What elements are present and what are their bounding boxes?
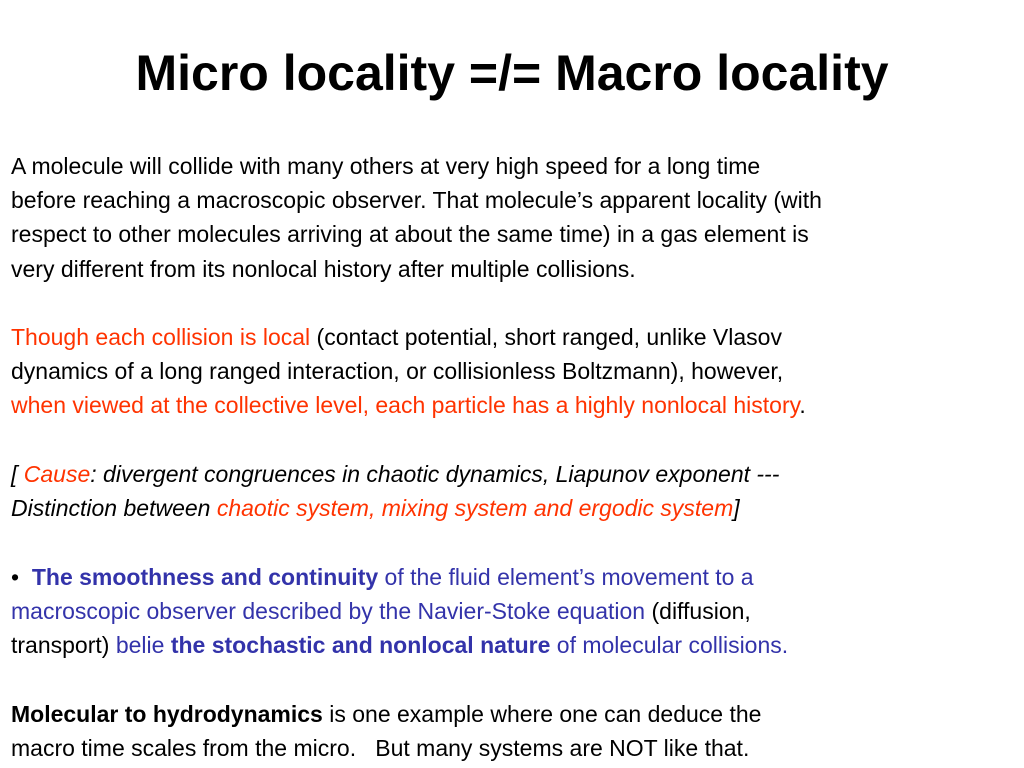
p3-cause-word: Cause xyxy=(23,461,91,487)
p3-close-bracket: ] xyxy=(733,495,740,522)
p2-line-3 xyxy=(11,388,1019,422)
paragraph-local-collisions xyxy=(11,320,1019,423)
p4-blue-molecular: of molecular collisions. xyxy=(550,632,789,659)
p2-red-phrase-nonlocal: when viewed at the collective level, each particle has a highly nonlocal history xyxy=(11,392,800,419)
p4-text-transport: transport) xyxy=(11,632,110,659)
p3-text-distinction: Distinction between xyxy=(11,495,217,522)
p2-period: . xyxy=(799,392,806,419)
p3-line-2 xyxy=(11,491,1019,525)
p4-line-2 xyxy=(11,594,1019,628)
p5-line-1 xyxy=(11,697,1019,731)
p1-line-4: very different from its nonlocal history after multiple collisions. xyxy=(11,255,636,282)
p4-bold-stochastic: the stochastic and nonlocal nature xyxy=(170,632,551,659)
p2-line-1 xyxy=(11,320,1019,354)
p4-text-diffusion: (diffusion, xyxy=(645,598,751,625)
p1-line-2: before reaching a macroscopic observer. That molecule’s apparent locality (with xyxy=(11,187,822,214)
paragraph-molecule-collisions xyxy=(11,149,1019,286)
p4-blue-fluid: of the fluid element’s movement to a xyxy=(378,564,754,590)
p4-blue-navier: macroscopic observer described by the Navier-Stoke equation xyxy=(11,598,646,625)
paragraph-smoothness-bullet xyxy=(11,560,1019,663)
p2-text-contact: (contact potential, short ranged, unlike Vlasov xyxy=(310,324,782,350)
p3-line-1 xyxy=(11,457,1019,491)
p2-line-2: dynamics of a long ranged interaction, or collisionless Boltzmann), however, xyxy=(11,358,784,385)
p4-bold-smoothness: The smoothness and continuity xyxy=(31,564,379,590)
paragraph-hydrodynamics xyxy=(11,697,1019,765)
p3-open-bracket: [ xyxy=(11,461,24,487)
p5-bold-molecular: Molecular to hydrodynamics xyxy=(11,701,323,727)
slide-title: Micro locality =/= Macro locality xyxy=(135,45,889,101)
p1-line-3: respect to other molecules arriving at about the same time) in a gas element is xyxy=(11,221,809,248)
p5-line-2: macro time scales from the micro. But many systems are NOT like that. xyxy=(11,735,750,762)
paragraph-cause xyxy=(11,457,1019,525)
p1-line-1: A molecule will collide with many others at very high speed for a long time xyxy=(11,153,761,179)
p2-red-phrase-local: Though each collision is local xyxy=(11,324,311,350)
p3-red-systems: chaotic system, mixing system and ergodic system xyxy=(216,495,734,522)
p4-blue-belie: belie xyxy=(109,632,171,659)
p3-text-divergent: : divergent congruences in chaotic dynamics, Liapunov exponent --- xyxy=(90,461,780,487)
bullet-icon: • xyxy=(11,564,20,590)
p4-line-1 xyxy=(11,560,1019,594)
p4-line-3 xyxy=(11,628,1019,662)
p5-text-example: is one example where one can deduce the xyxy=(322,701,762,727)
